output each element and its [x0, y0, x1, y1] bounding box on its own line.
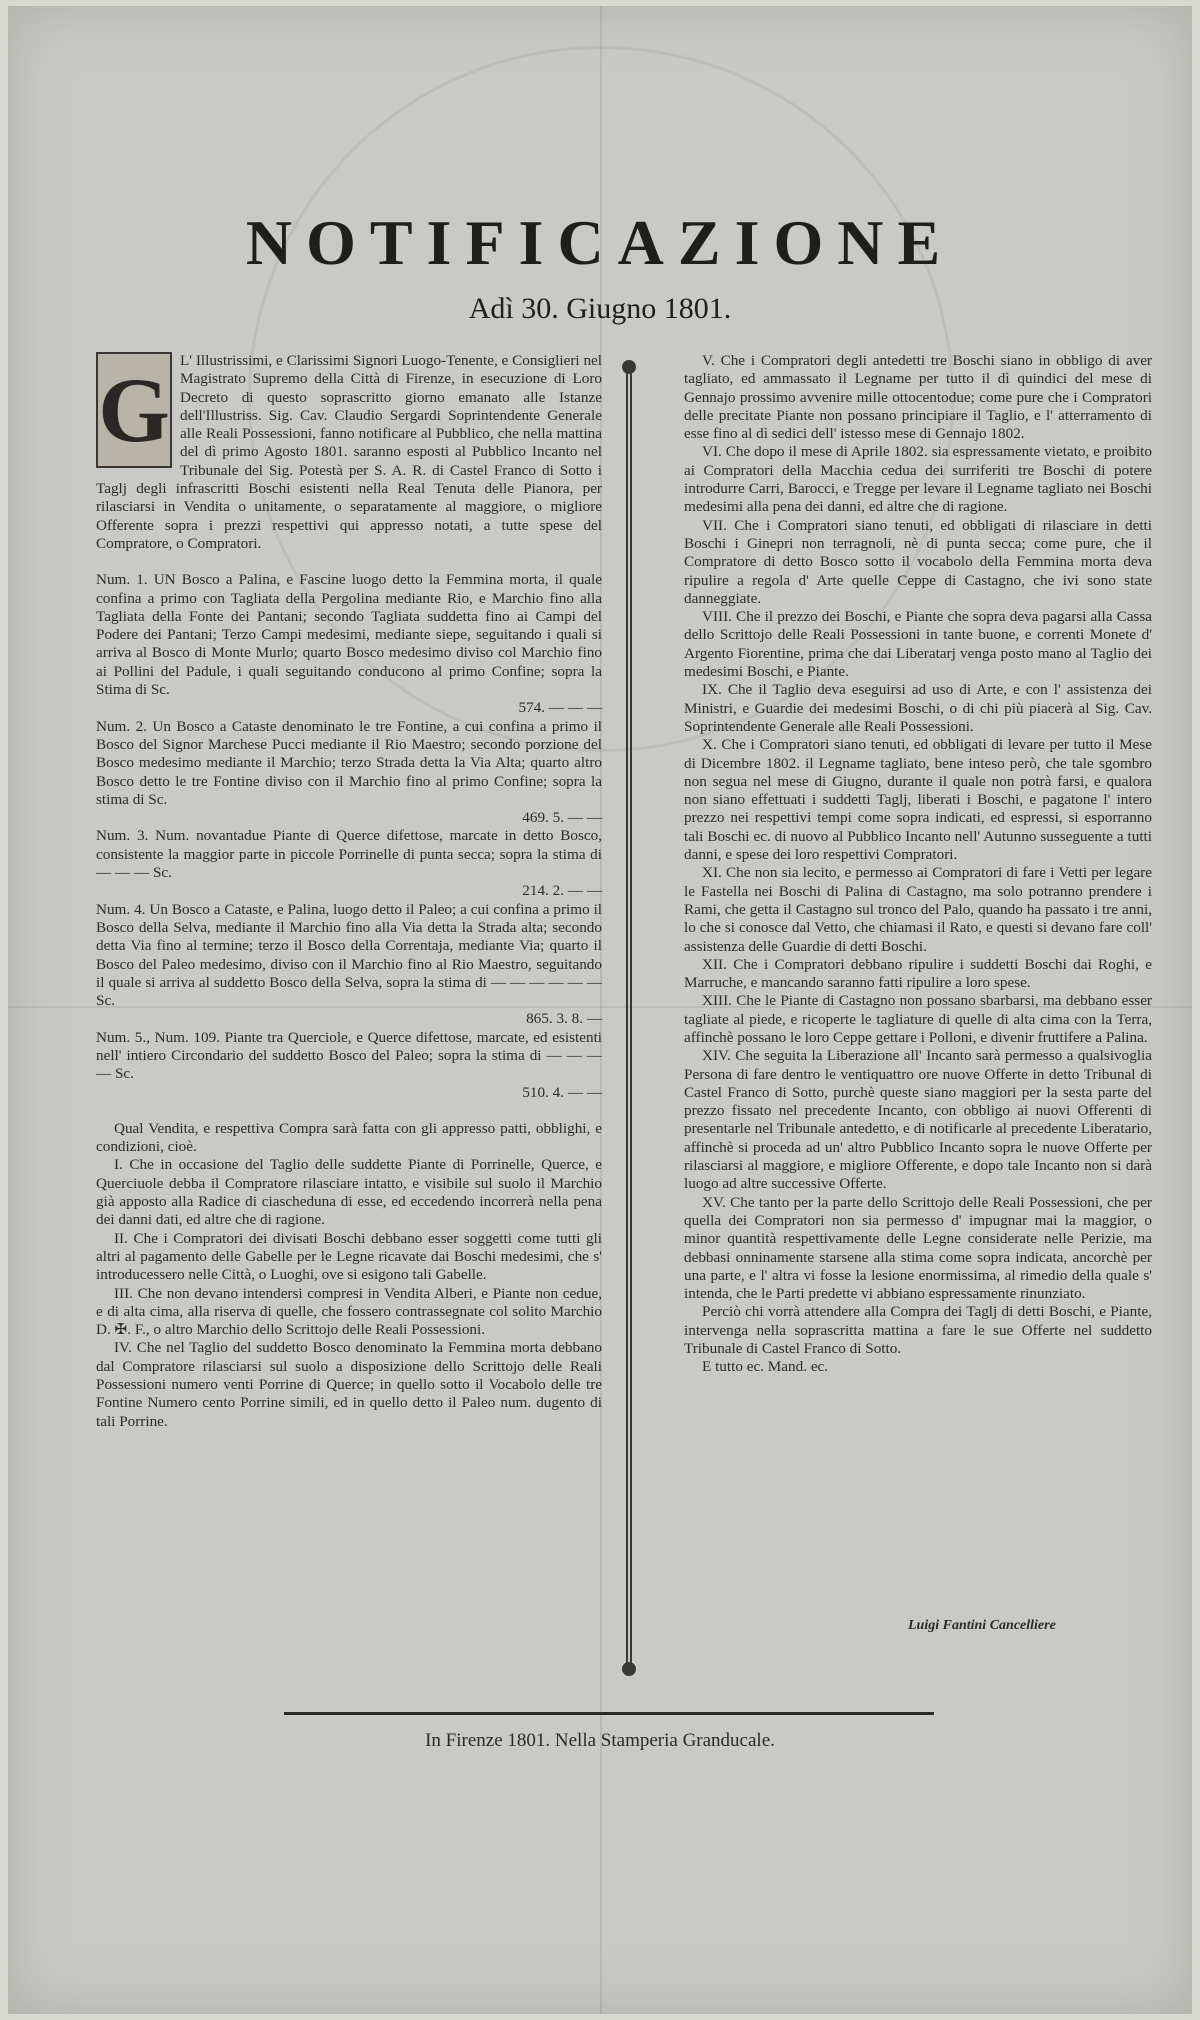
lot-number: Num. 2.	[96, 717, 147, 735]
lot-4	[96, 901, 602, 1029]
lot-price: 574. — — —	[518, 699, 602, 717]
condition-paragraph: XI. Che non sia lecito, e permesso ai Compratori di fare i Vetti per legare le Fastella nei Boschi di Palina di Castagno, ma solo potranno prendere i Rami, che getta il Castagno sul tronco del Palo, quando ha passato i tre anni, lo che si conosce dal Vetto, che chiamasi il Rato, e questi si devano fare coll' assistenza delle Guardie di detti Boschi.	[684, 864, 1152, 955]
drop-cap-illustration	[96, 352, 172, 468]
condition-paragraph: XV. Che tanto per la parte dello Scrittojo delle Reali Possessioni, che per quella dei Compratori non sia permesso d' impugnar mai la maggior, o minor quantità respettivamente delle Legne considerate nelle Perizie, ma debbasi onninamente starsene alla stima come sopra indicata, ancorchè per una parte, e l' altra vi fosse la lesione enormissima, al rimedio della quale s' intenda, che le Parti predette vi abbiano espressamente rinunziato.	[684, 1193, 1152, 1303]
condition-paragraph: III. Che non devano intendersi compresi in Vendita Alberi, e Piante non cedue, e di alta cima, alla riserva di quelle, che fossero contrassegnate col solito Marchio D. ✠. F., o altro Marchio dello Scrittojo delle Reali Possessioni.	[96, 1284, 602, 1339]
condition-paragraph: IX. Che il Taglio deva eseguirsi ad uso di Arte, e con l' assistenza dei Ministri, e Guardie dei medesimi Boschi, o di chi più piacerà al Sig. Cav. Soprintendente Generale alle Reali Possessioni.	[684, 681, 1152, 735]
lot-price: 214. 2. — —	[522, 882, 602, 900]
condition-paragraph: X. Che i Compratori siano tenuti, ed obbligati di levare per tutto il Mese di Dicembre 1802. il Legname tagliato, bene inteso però, che tale sgombro non segua nel mese di Giugno, durante il quale non potrà farsi, e qualora non siano effettuati i suddetti Taglj, liberati i Boschi, e pagatone l' intero prezzo nei respettivi tempi come sopra indicati, ed espressi, si esporranno tali Boschi ec. di nuovo al Pubblico Incanto nell' Autunno susseguente a tutti danni, e spese dei loro respettivi Compratori.	[684, 736, 1152, 864]
closing-formula: E tutto ec. Mand. ec.	[702, 1358, 829, 1376]
condition-paragraph: I. Che in occasione del Taglio delle suddette Piante di Porrinelle, Querce, e Querciuole debba il Compratore rilasciare intatto, e visibile sul suolo il Marchio già apposto alla Radice di ciascheduna di esse, ed eccedendo incorrerà nella pena dei danni dati, ed altre che di ragione.	[96, 1156, 602, 1229]
closing-paragraph: Perciò chi vorrà attendere alla Compra dei Taglj di detti Boschi, e Piante, intervenga nella soprascritta mattina a fare le sue Offerte nel suddetto Tribunale di Castel Franco di Sotto.	[684, 1303, 1152, 1358]
lot-number: Num. 4.	[96, 900, 146, 918]
lot-number: Num. 1.	[96, 571, 148, 589]
column-divider	[626, 368, 632, 1668]
condition-paragraph: XIV. Che seguita la Liberazione all' Incanto sarà permesso a qualsivoglia Persona di fare dentro le ventiquattro ore nuove Offerte in detto Tribunal di Castel Franco di Sotto, purchè queste siano maggiori per la sesta parte del prezzo fissato nel precedente Incanto, con obbligo ai nuovi Offerenti di presentarle nel Tribunale antedetto, e di notificarle al precedente Liberatario, affinchè si proceda ad un' altro Pubblico Incanto sopra le nuove Offerte per rilasciarsi al maggiore, e migliore Offerente, e dopo tale Incanto non si darà luogo ad altre successive Offerte.	[684, 1047, 1152, 1193]
condition-paragraph: XIII. Che le Piante di Castagno non possano sbarbarsi, ma debbano esser tagliate al piede, e ricoperte le tagliature di quelle di alta cima con la Terra, affinchè possano le loro Ceppe gettare i Polloni, e divenir fruttifere a Palina.	[684, 992, 1152, 1046]
lot-text: UN Bosco a Palina, e Fascine luogo detto la Femmina morta, il quale confina a primo con Tagliata della Pergolina mediante Rio, e Marchio fino alla Tagliata della Fonte dei Pantani; secondo Tagliata suddetta fino ai Campi del Podere dei Pantani; Terzo Campi medesimi, mediante siepe, seguitando i quali si arriva al Bosco di Monte Murlo; quarto Bosco medesimo diviso col Marchio fino ai Pollini del Padule, i quali seguitando conducono al primo Confine; sopra la Stima di Sc.	[96, 571, 602, 699]
lot-text: Un Bosco a Cataste denominato le tre Fontine, a cui confina a primo il Bosco del Signor Marchese Pucci mediante il Rio Maestro; secondo porzione del Bosco medesimo mediante il Marchio; terzo Strada detta la Via Alta; quarto altro Bosco detto le tre Fontine diviso con il Marchio fino al primo Confine; sopra la stima di Sc.	[96, 717, 603, 808]
intro-paragraph: L' Illustrissimi, e Clarissimi Signori Luogo-Tenente, e Consiglieri nel Magistrato Supremo della Città di Firenze, in esecuzione di Loro Decreto di questo soprascritto giorno emanato alle Istanze dell'Illustriss. Sig. Cav. Claudio Sergardi Soprintendente Generale alle Reali Possessioni, fanno notificare al Pubblico, che nella mattina del dì primo Agosto 1801. saranno esposti al Pubblico Incanto nel Tribunale del Sig. Potestà per S. A. R. di Castel Franco di Sotto i Taglj degli infrascritti Boschi esistenti nella Real Tenuta delle Pianora, per rilasciarsi in Vendita o unitamente, o separatamente al maggiore, o migliore Offerente sopra i prezzi respettivi qui appresso notati, a tutte spese del Compratore, o Compratori.	[96, 352, 602, 552]
lot-number: Num. 5., Num. 109.	[96, 1028, 221, 1046]
document-title: NOTIFICAZIONE	[245, 207, 955, 278]
condition-paragraph: VIII. Che il prezzo dei Boschi, e Piante che sopra deva pagarsi alla Cassa dello Scrittojo delle Reali Possessioni in tante buone, e correnti Monete d' Argento Fiorentine, prima che dai Liberatarj venga posto mano al Taglio dei medesimi Boschi, e Piante.	[684, 608, 1152, 681]
conditions-intro: Qual Vendita, e respettiva Compra sarà fatta con gli appresso patti, obblighi, e condizioni, cioè.	[96, 1119, 602, 1156]
lot-text: Piante tra Querciole, e Querce difettose, marcate, ed esistenti nell' intiero Circondario del suddetto Bosco del Paleo; sopra la stima di — — — — Sc.	[96, 1028, 603, 1083]
condition-paragraph: VII. Che i Compratori siano tenuti, ed obbligati di rilasciare in detti Boschi i Ginepri non terragnoli, nè di punta secca; come pure, che il Compratore di detto Bosco sotto il vocabolo della Femmina morta deva ripulire a regola d' Arte quelle Ceppe di Castagno, che ivi sono state danneggiate.	[684, 516, 1152, 607]
condition-paragraph: II. Che i Compratori dei divisati Boschi debbano esser soggetti come tutti gli altri al pagamento delle Gabelle per le Legne ricavate dai Boschi medesimi, che s' introducessero nelle Città, o Luoghi, ove si esigono tali Gabelle.	[96, 1229, 602, 1284]
lot-text: Un Bosco a Cataste, e Palina, luogo detto il Paleo; a cui confina a primo il Bosco della Selva, mediante il Marchio fino alla Via detta la Strada alta; secondo detta Via fino al termine; terzo il Bosco della Correntaja, mediante Via; quarto il Bosco del Paleo medesimo, diviso con il Marchio fino al Rio Maestro, seguitando il quale si arriva al suddetto Bosco della Selva, sopra la stima di — — — — — — Sc.	[96, 900, 603, 1010]
lot-text: Num. novantadue Piante di Querce difettose, marcate in detto Bosco, consistente la maggior parte in piccole Porrinelle di punta secca; sopra la stima di — — — Sc.	[96, 827, 603, 882]
printer-imprint: In Firenze 1801. Nella Stamperia Granducale.	[425, 1730, 775, 1751]
condition-paragraph: IV. Che nel Taglio del suddetto Bosco denominato la Femmina morta debbano dal Compratore rilasciarsi sul suolo a disposizione dello Scrittojo delle Reali Possessioni numero venti Porrine di Querce; in quello sotto il Vocabolo delle tre Fontine Numero cento Porrine simili, ed in quello detto il Paleo num. dugento di tali Porrine.	[96, 1339, 602, 1430]
drop-cap-letter: G	[98, 359, 170, 461]
lot-1	[96, 571, 602, 717]
condition-paragraph: XII. Che i Compratori debbano ripulire i suddetti Boschi dai Roghi, e Marruche, e mancando saranno fatti ripulire a loro spese.	[684, 955, 1152, 992]
lot-number: Num. 3.	[96, 827, 149, 845]
paper-sheet	[8, 6, 1192, 2014]
lot-price: 469. 5. — —	[522, 809, 602, 827]
lot-price: 510. 4. — —	[522, 1083, 602, 1101]
lot-2	[96, 718, 602, 828]
left-column	[96, 352, 602, 1431]
lot-5	[96, 1029, 602, 1102]
condition-paragraph: V. Che i Compratori degli antedetti tre Boschi siano in obbligo di aver tagliato, ed ammassato il Legname per tutto il dì quindici del mese di Gennajo prossimo avvenire mille ottocentodue; come pure che i Compratori delle precitate Piante non possano principiare il Taglio, e l' atterramento di esse fino al dì sedici dell' istesso mese di Gennajo 1802.	[684, 352, 1152, 443]
imprint-rule	[284, 1712, 934, 1715]
right-column	[684, 352, 1152, 1377]
lot-price: 865. 3. 8. —	[526, 1010, 602, 1028]
signature: Luigi Fantini Cancelliere	[908, 1618, 1056, 1633]
condition-paragraph: VI. Che dopo il mese di Aprile 1802. sia espressamente vietato, e proibito ai Compratori della Macchia cedua dei surriferiti tre Boschi di potere introdurre Carri, Barocci, e Tregge per levare il Legname tagliato nei Boschi medesimi alla pena dei danni, ed altre che di ragione.	[684, 443, 1152, 516]
lot-3	[96, 827, 602, 900]
document-date: Adì 30. Giugno 1801.	[468, 292, 732, 325]
